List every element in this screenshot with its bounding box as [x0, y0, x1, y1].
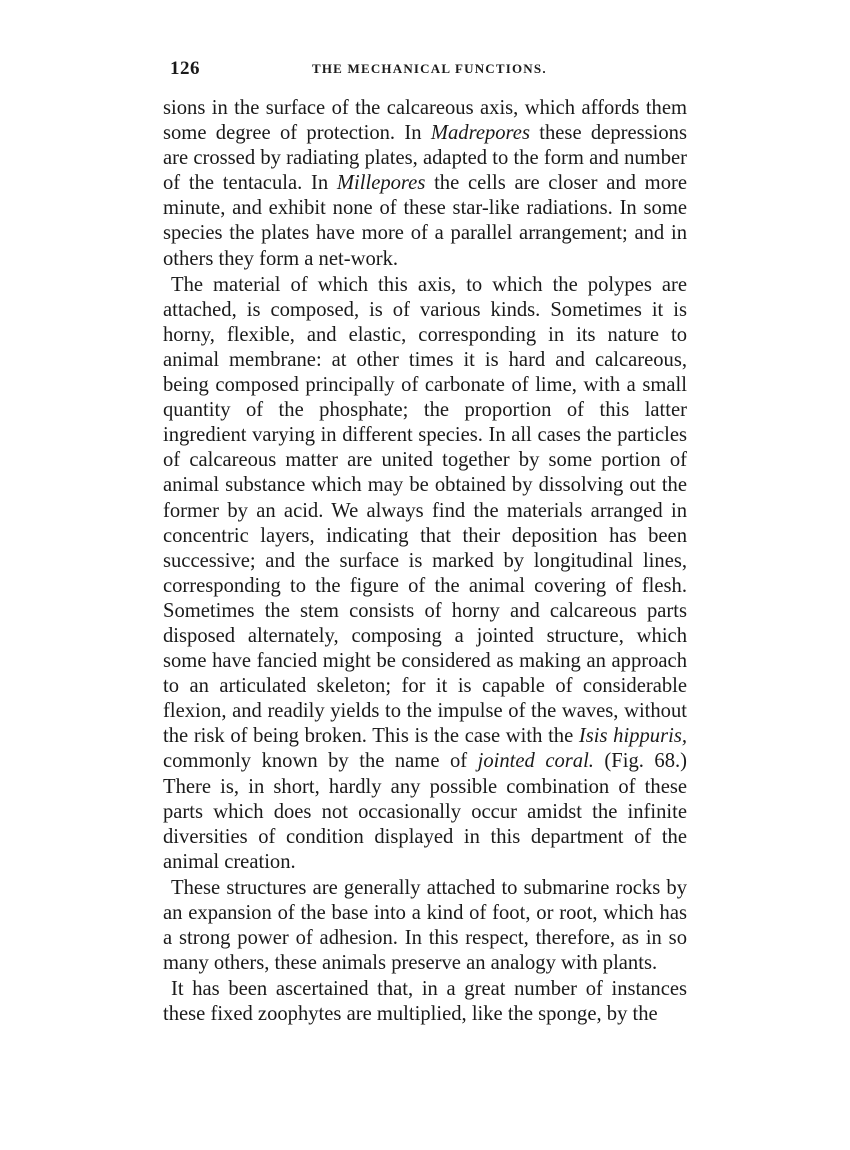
- text-segment: (Fig. 68.) There is, in short, hardly any possible combination of these parts which does not occasionally occur amidst the infinite diversities of condition displayed in this department of the animal creation.: [163, 750, 688, 873]
- text-segment: the cells are closer and more minute, and exhibit none of these star-like radiations. In some species the plates have more of a parallel arrangement; and in others they form a net-work.: [163, 172, 687, 270]
- italic-term: Madrepores: [430, 122, 530, 145]
- page-number: 126: [170, 58, 200, 79]
- paragraph: [163, 876, 687, 976]
- italic-term: Millepores: [336, 172, 426, 195]
- text-segment: The material of which this axis, to which the polypes are attached, is composed, is of various kinds. Sometimes it is horny, flexible, and elastic, corresponding in its nature to animal membrane: at other times it is hard and calcareous, being composed principally of carbonate of lime, with a small quantity of the phosphate; the proportion of this latter ingredient varying in different species. In all cases the particles of calcareous matter are united together by some portion of animal substance which may be obtained by dissolving out the former by an acid. We always find the materials arranged in concentric layers, indicating that their deposition has been successive; and the surface is marked by longitudinal lines, corresponding to the figure of the animal covering of flesh. Sometimes the stem consists of horny and calcareous parts disposed alternately, composing a jointed structure, which some have fancied might be considered as making an approach to an articulated skeleton; for it is capable of considerable flexion, and readily yields to the impulse of the waves, without the risk of being broken. This is the case with the: [163, 273, 687, 748]
- paragraph: [163, 977, 687, 1027]
- italic-term: Isis hippuris,: [578, 725, 687, 748]
- text-segment: sions in the surface of the calcareous axis, which affords them some degree of protection. In: [163, 97, 687, 145]
- text-segment: these depressions are crossed by radiating plates, adapted to the form and number of the tentacula. In: [163, 122, 687, 195]
- paragraph: [163, 96, 687, 272]
- italic-term: jointed coral.: [477, 750, 594, 773]
- page-header: [170, 58, 684, 88]
- body-text: [163, 96, 687, 1027]
- text-segment: It has been ascertained that, in a great number of instances these fixed zoophytes are multiplied, like the sponge, by the: [163, 978, 687, 1026]
- paragraph: [163, 273, 687, 875]
- text-segment: commonly known by the name of: [163, 750, 478, 773]
- text-segment: These structures are generally attached to submarine rocks by an expansion of the base into a kind of foot, or root, which has a strong power of adhesion. In this respect, therefore, as in so many others, these animals preserve an analogy with plants.: [163, 876, 687, 975]
- running-head: THE MECHANICAL FUNCTIONS.: [312, 61, 547, 76]
